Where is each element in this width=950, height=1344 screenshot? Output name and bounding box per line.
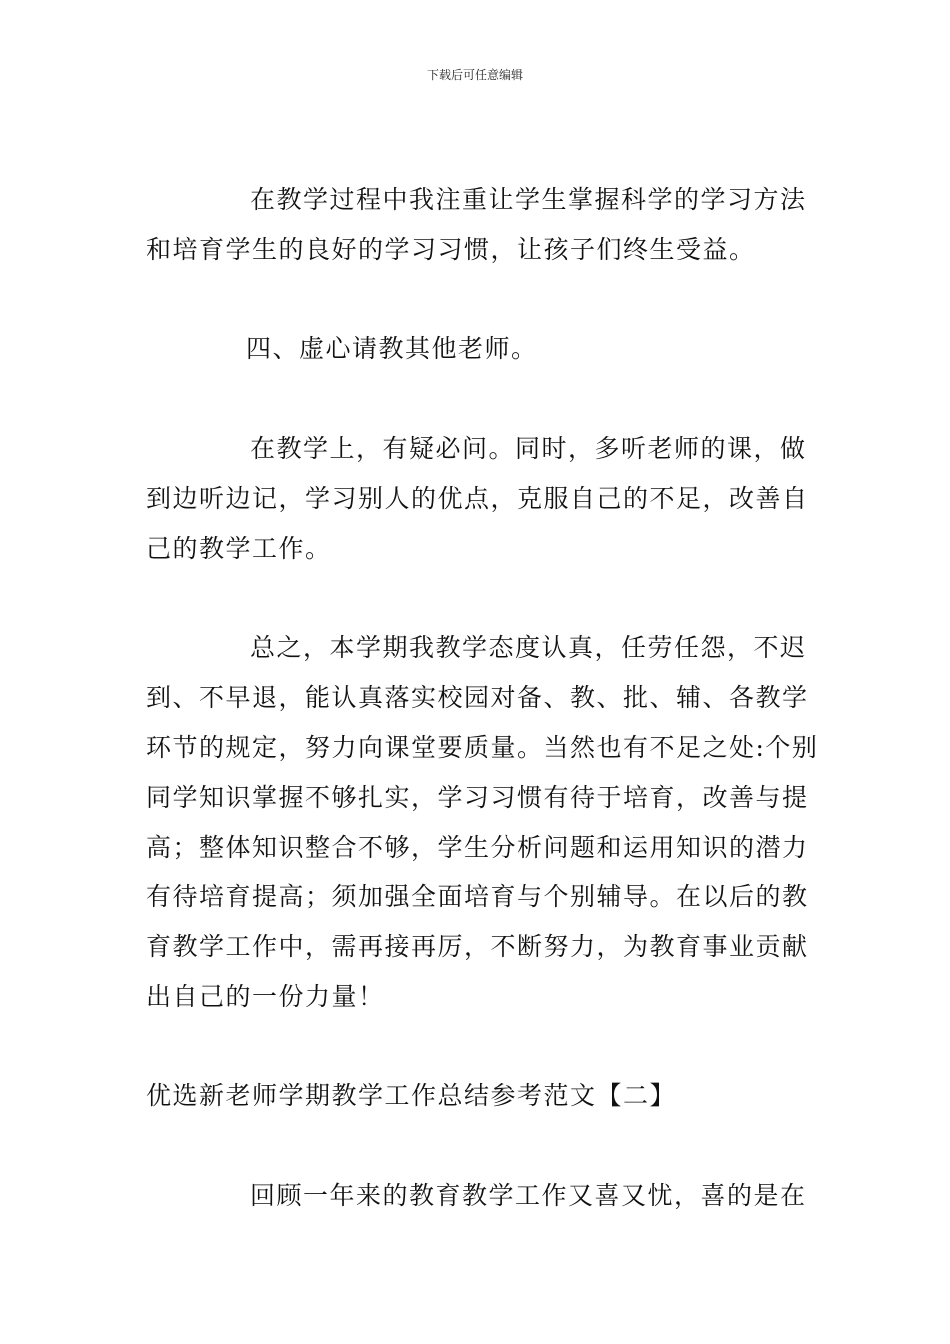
paragraph-line: 己的教学工作。: [146, 534, 332, 563]
paragraph-line: 同学知识掌握不够扎实，学习习惯有待于培育，改善与提: [146, 783, 809, 812]
paragraph-line: 到、不早退，能认真落实校园对备、教、批、辅、各教学: [146, 683, 809, 712]
paragraph-line: 出自己的一份力量！: [146, 982, 385, 1011]
paragraph-line: 回顾一年来的教育教学工作又喜又忧，喜的是在: [250, 1181, 807, 1210]
header-note: 下载后可任意编辑: [426, 68, 523, 82]
paragraph-line: 到边听边记，学习别人的优点，克服自己的不足，改善自: [146, 484, 809, 513]
paragraph-line: 高；整体知识整合不够，学生分析问题和运用知识的潜力: [146, 833, 809, 862]
paragraph-line: 和培育学生的良好的学习习惯，让孩子们终生受益。: [146, 235, 756, 264]
paragraph-line: 育教学工作中，需再接再厉，不断努力，为教育事业贡献: [146, 932, 809, 961]
paragraph-line: 有待培育提高；须加强全面培育与个别辅导。在以后的教: [146, 882, 809, 911]
paragraph-line: 环节的规定，努力向课堂要质量。当然也有不足之处:个别: [146, 733, 819, 762]
paragraph-line: 在教学上，有疑必问。同时，多听老师的课，做: [250, 434, 807, 463]
section-heading: 四、虚心请教其他老师。: [246, 334, 538, 363]
section-title: 优选新老师学期教学工作总结参考范文【二】: [146, 1081, 677, 1110]
paragraph-line: 在教学过程中我注重让学生掌握科学的学习方法: [250, 185, 807, 214]
paragraph-line: 总之，本学期我教学态度认真，任劳任怨，不迟: [250, 633, 807, 662]
